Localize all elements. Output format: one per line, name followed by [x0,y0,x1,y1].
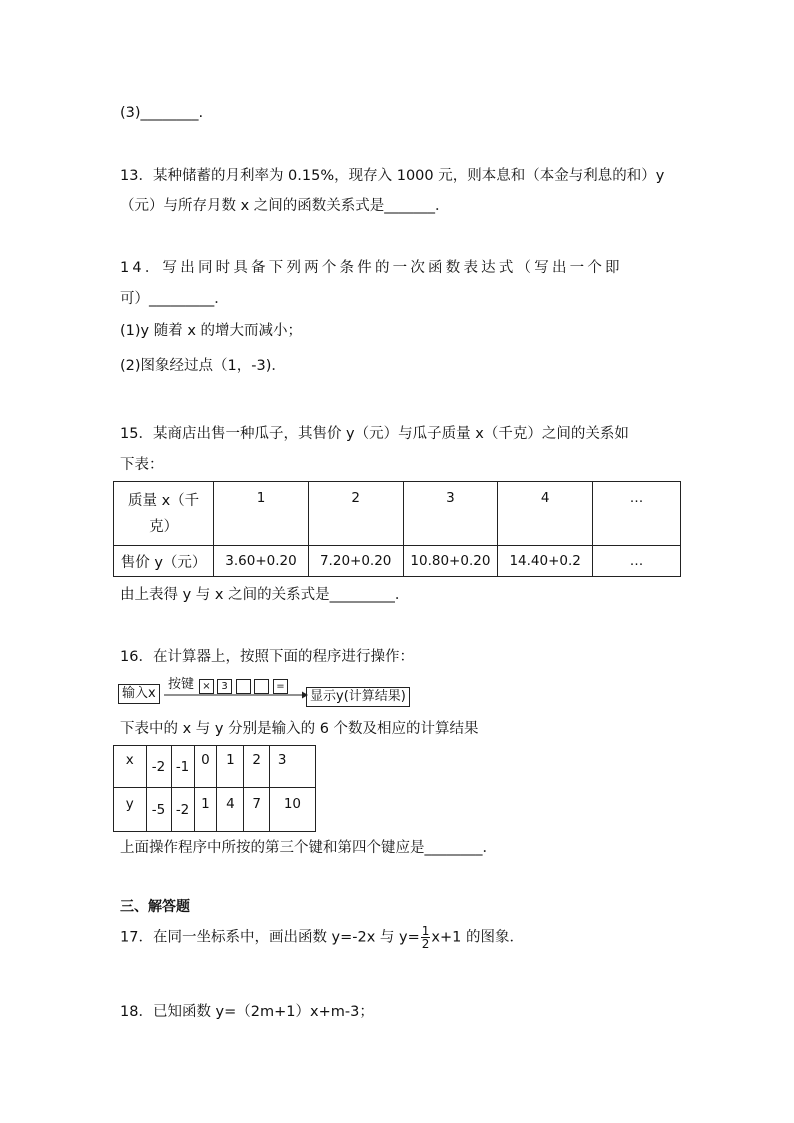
q14-condition-2: (2)图象经过点（1，-3)． [120,358,286,374]
table-cell: 1 [214,482,309,546]
table-header-mass [114,482,214,546]
key-three: 3 [217,679,232,694]
table-cell: 2 [308,482,403,546]
q17-prefix: 17．在同一坐标系中，画出函数 y=-2x 与 y= [120,929,420,946]
q15-table [113,481,681,577]
table-row [114,482,681,546]
q16-line1: 16．在计算器上，按照下面的程序进行操作： [120,649,414,665]
table-header-y: y [114,788,147,832]
q16-line2: 下表中的 x 与 y 分别是输入的 6 个数及相应的计算结果 [120,721,479,737]
table-cell: 0 [194,746,217,788]
header-mass-line1: 质量 x（千 [127,492,200,509]
flow-arrow [164,690,308,700]
table-cell: -2 [171,788,194,832]
fraction-one-half [421,925,431,950]
table-cell: 3 [403,482,498,546]
table-cell: 3 [269,746,315,788]
table-cell: … [593,546,681,577]
table-cell: -5 [146,788,171,832]
question-18: 18．已知函数 y=（2m+1）x+m-3； [120,1004,374,1020]
table-cell: … [593,482,681,546]
flow-output-box: 显示y(计算结果) [306,687,410,707]
table-cell: 1 [217,746,244,788]
table-row [114,746,316,788]
fraction-denominator: 2 [421,937,430,951]
q15-line1: 15．某商店出售一种瓜子，其售价 y（元）与瓜子质量 x（千克）之间的关系如 [120,426,629,442]
q17-suffix: x+1 的图象． [431,929,524,946]
key-equals: = [273,679,288,694]
q14-line2: 可）_________． [120,291,229,307]
q12-part3: (3)________. [120,105,204,121]
table-cell: 7 [244,788,269,832]
flow-input-box: 输入x [118,684,160,704]
table-cell: -1 [171,746,194,788]
q15-line2: 下表： [120,457,164,473]
flow-keys-label: 按键 [168,677,195,692]
table-cell: 14.40+0.2 [498,546,593,577]
q16-table [113,745,316,832]
table-cell: 7.20+0.20 [308,546,403,577]
q13-line2: （元）与所存月数 x 之间的函数关系式是_______． [120,198,450,214]
table-header-x: x [114,746,147,788]
table-cell: 3.60+0.20 [214,546,309,577]
table-row [114,788,316,832]
table-cell: 1 [194,788,217,832]
table-cell: 10.80+0.20 [403,546,498,577]
table-cell: 4 [498,482,593,546]
fraction-numerator: 1 [421,924,430,938]
table-row [114,546,681,577]
table-cell: 2 [244,746,269,788]
q15-after: 由上表得 y 与 x 之间的关系式是_________． [120,587,410,603]
table-header-price: 售价 y（元） [114,546,214,577]
key-multiply: × [199,679,214,694]
q13-line1: 13．某种储蓄的月利率为 0.15%，现存入 1000 元，则本息和（本金与利息的和）y [120,168,665,184]
table-cell: -2 [146,746,171,788]
header-mass-line2: 克） [149,518,179,535]
q16-after: 上面操作程序中所按的第三个键和第四个键应是________． [120,840,497,856]
question-17 [120,925,524,950]
q14-condition-1: (1)y 随着 x 的增大而减小； [120,323,303,339]
table-cell: 10 [269,788,315,832]
q14-line1: 14．写出同时具备下列两个条件的一次函数表达式（写出一个即 [120,260,623,276]
table-cell: 4 [217,788,244,832]
section-heading-answers: 三、解答题 [120,899,190,915]
